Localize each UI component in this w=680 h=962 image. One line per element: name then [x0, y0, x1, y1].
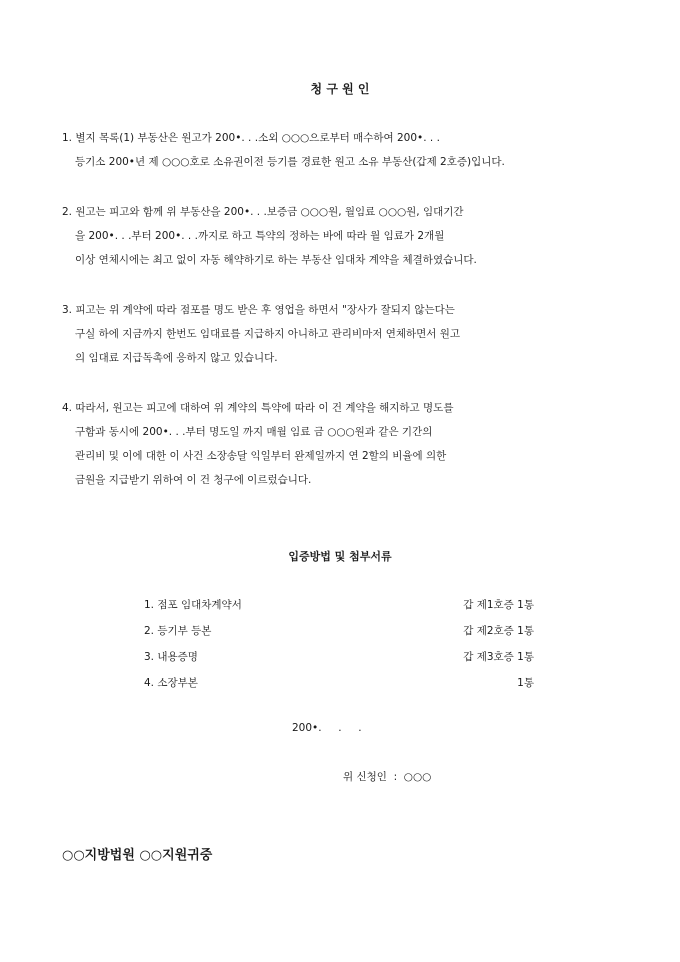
attachment-item — [144, 623, 534, 639]
section-title: 청 구 원 인 — [310, 82, 370, 96]
paragraph-line: 의 임대료 지급독촉에 응하지 않고 있습니다. — [75, 352, 278, 364]
attachment-evidence: 갑 제1호증 1통 — [463, 599, 534, 611]
paragraph-1 — [62, 126, 630, 174]
paragraph-line: 1. 별지 목록(1) 부동산은 원고가 200•. . .소외 ○○○으로부터 매수하여 200•. . . — [62, 132, 440, 144]
court-addressee: ○○지방법원 ○○지원귀중 — [62, 848, 213, 863]
paragraph-line: 이상 연체시에는 최고 없이 자동 해약하기로 하는 부동산 임대차 계약을 체결하였습니다. — [75, 254, 477, 266]
attachment-item — [144, 597, 534, 613]
filing-date: 200•. . . — [292, 722, 362, 734]
attachment-evidence: 갑 제3호증 1통 — [463, 651, 534, 663]
paragraph-4 — [62, 396, 630, 492]
paragraph-line: 3. 피고는 위 계약에 따라 점포를 명도 받은 후 영업을 하면서 "장사가 잘되지 않는다는 — [62, 304, 455, 316]
paragraph-line: 4. 따라서, 원고는 피고에 대하여 위 계약의 특약에 따라 이 건 계약을 해지하고 명도를 — [62, 402, 454, 414]
paragraph-line: 2. 원고는 피고와 함께 위 부동산을 200•. . .보증금 ○○○원, 월임료 ○○○원, 임대기간 — [62, 206, 464, 218]
attachment-item — [144, 649, 534, 665]
attachment-item — [144, 675, 534, 691]
paragraph-line: 금원을 지급받기 위하여 이 건 청구에 이르렀습니다. — [75, 474, 312, 486]
paragraph-line: 을 200•. . .부터 200•. . .까지로 하고 특약의 정하는 바에 따라 월 임료가 2개월 — [75, 230, 445, 242]
attachments-title: 입증방법 및 첨부서류 — [288, 550, 392, 563]
attachment-label: 2. 등기부 등본 — [144, 625, 212, 637]
paragraph-3 — [62, 298, 630, 370]
attachment-evidence: 1통 — [517, 677, 534, 689]
paragraph-line: 구함과 동시에 200•. . .부터 명도일 까지 매월 임료 금 ○○○원과 같은 기간의 — [75, 426, 433, 438]
attachment-label: 3. 내용증명 — [144, 651, 198, 663]
attachment-label: 4. 소장부본 — [144, 677, 198, 689]
attachment-evidence: 갑 제2호증 1통 — [463, 625, 534, 637]
attachment-label: 1. 점포 임대차계약서 — [144, 599, 242, 611]
paragraph-line: 등기소 200•년 제 ○○○호로 소유권이전 등기를 경료한 원고 소유 부동산(갑제 2호증)입니다. — [75, 156, 505, 168]
paragraph-2 — [62, 200, 630, 272]
applicant-line: 위 신청인 : ○○○ — [343, 771, 432, 783]
paragraph-line: 구실 하에 지금까지 한번도 임대료를 지급하지 아니하고 관리비마저 연체하면서 원고 — [75, 328, 461, 340]
paragraph-line: 관리비 및 이에 대한 이 사건 소장송달 익일부터 완제일까지 연 2할의 비율에 의한 — [75, 450, 447, 462]
